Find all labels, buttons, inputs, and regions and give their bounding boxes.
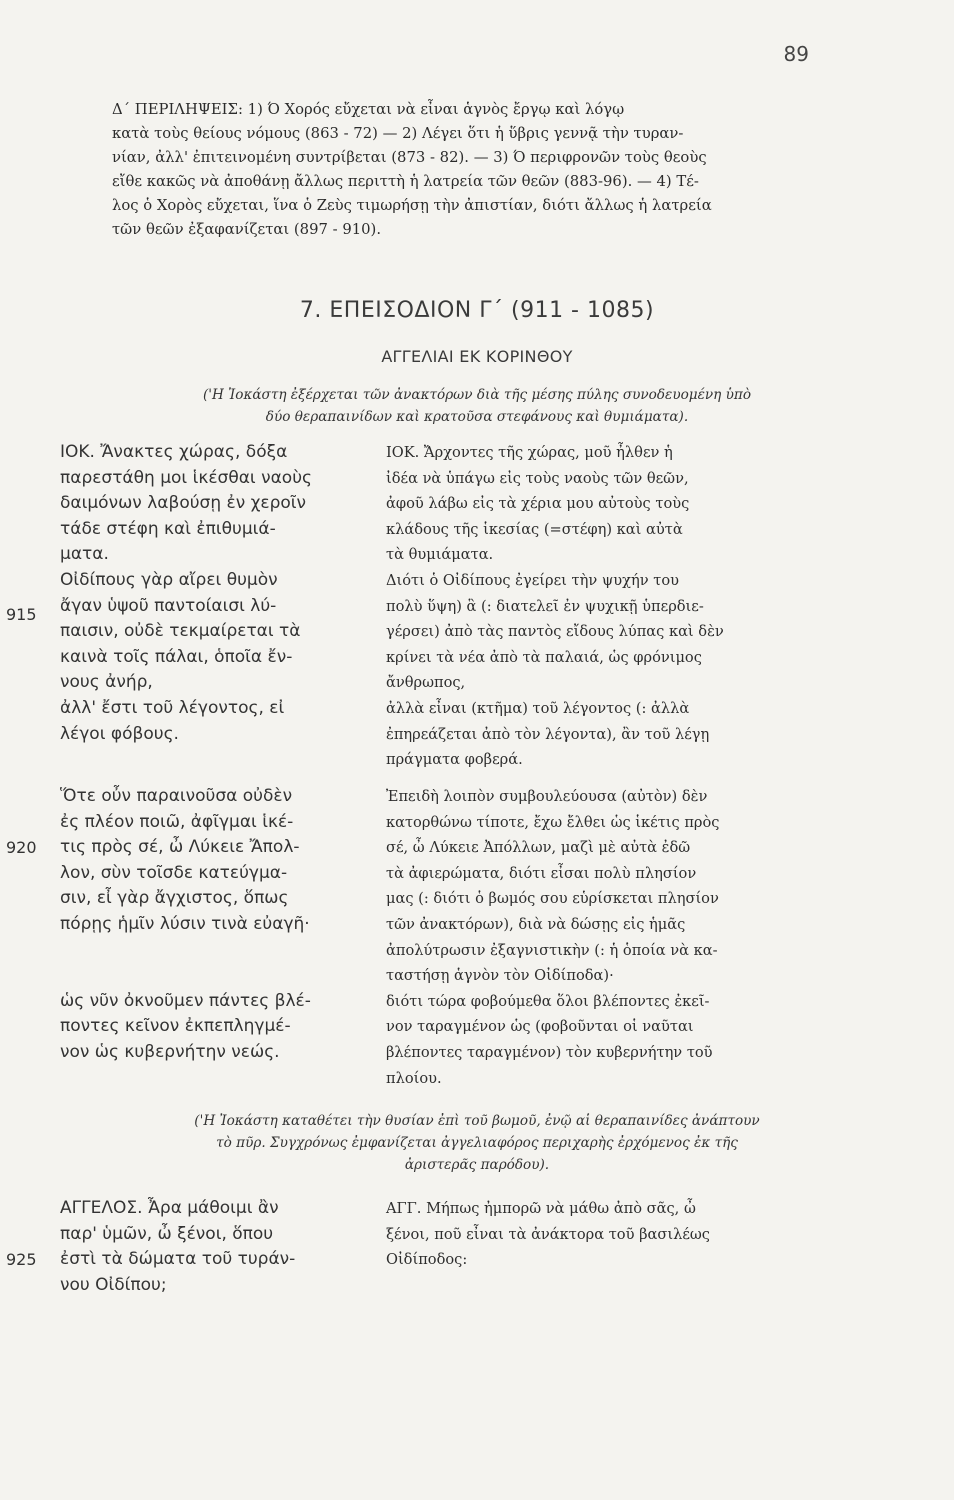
- ancient-text-column: [60, 440, 360, 747]
- ancient-line: τις πρὸς σέ, ὦ Λύκειε Ἄπολ-: [60, 837, 300, 858]
- ancient-line: τάδε στέφη καὶ ἐπιθυμιά-: [60, 518, 276, 539]
- stage-direction-line: ('Η Ἰοκάστη καταθέτει τὴν θυσίαν ἐπὶ τοῦ βωμοῦ, ἐνῷ αἱ θεραπαινίδες ἀνάπτουν: [194, 1113, 760, 1129]
- ancient-text-column: [60, 1196, 360, 1298]
- ancient-line: καινὰ τοῖς πάλαι, ὁποῖα ἔν-: [60, 646, 293, 667]
- ancient-line: ματα.: [60, 544, 109, 565]
- ancient-line: παρεστάθη μοι ἱκέσθαι ναοὺς: [60, 467, 313, 488]
- stage-direction-line: τὸ πῦρ. Συγχρόνως ἐμφανίζεται ἀγγελιαφόρος περιχαρὴς ἐρχόμενος ἐκ τῆς: [216, 1135, 738, 1151]
- translation-line: τὰ ἀφιερώματα, διότι εἶσαι πολὺ πλησίον: [386, 864, 697, 882]
- summary-paragraph: [112, 98, 842, 242]
- ancient-line: ὡς νῦν ὀκνοῦμεν πάντες βλέ-: [60, 990, 311, 1011]
- summary-line: εἴθε κακῶς νὰ ἀποθάνῃ ἄλλως περιττὴ ἡ λατρεία τῶν θεῶν (883-96). — 4) Τέ-: [112, 173, 699, 190]
- ancient-line: παισιν, οὐδὲ τεκμαίρεται τὰ: [60, 621, 301, 642]
- page-number: 89: [783, 42, 809, 66]
- translation-line: Οἰδίποδος:: [386, 1251, 468, 1269]
- ancient-line: λέγοι φόβους.: [60, 723, 179, 744]
- section-title: 7. ΕΠΕΙΣΟΔΙΟΝ Γ΄ (911 - 1085): [299, 298, 655, 323]
- translation-line: ΑΓΓ. Μήπως ἠμπορῶ νὰ μάθω ἀπὸ σᾶς, ὦ: [386, 1200, 696, 1217]
- translation-line: ταστήσῃ ἁγνὸν τὸν Οἰδίποδα)·: [386, 967, 614, 985]
- ancient-line: σιν, εἶ γὰρ ἄγχιστος, ὅπως: [60, 888, 289, 909]
- translation-line: κλάδους τῆς ἱκεσίας (=στέφη) καὶ αὐτὰ: [386, 520, 683, 538]
- ancient-text-column: [60, 784, 360, 1066]
- translation-line: ξένοι, ποῦ εἶναι τὰ ἀνάκτορα τοῦ βασιλέως: [386, 1225, 710, 1243]
- translation-line: κατορθώνω τίποτε, ἔχω ἔλθει ὡς ἱκέτις πρὸς: [386, 813, 720, 831]
- stage-direction-line: δύο θεραπαινίδων καὶ κρατοῦσα στεφάνους καὶ θυμιάματα).: [265, 409, 689, 425]
- summary-line: λος ὁ Χορὸς εὔχεται, ἵνα ὁ Ζεὺς τιμωρήσῃ τὴν ἀπιστίαν, διότι ἄλλως ἡ λατρεία: [112, 197, 712, 214]
- ancient-line: ἀλλ' ἔστι τοῦ λέγοντος, εἰ: [60, 697, 285, 718]
- translation-column: [386, 440, 826, 773]
- ancient-line: νου Οἰδίπου;: [60, 1274, 167, 1295]
- translation-column: [386, 1196, 826, 1273]
- translation-line: ΙΟΚ. Ἄρχοντες τῆς χώρας, μοῦ ἦλθεν ἡ: [386, 444, 673, 461]
- translation-line: Διότι ὁ Οἰδίπους ἐγείρει τὴν ψυχήν του: [386, 571, 679, 589]
- section-subtitle: ΑΓΓΕΛΙΑΙ ΕΚ ΚΟΡΙΝΘΟΥ: [381, 347, 573, 366]
- translation-line: ἄνθρωπος,: [386, 674, 466, 692]
- translation-line: βλέποντες ταραγμένον) τὸν κυβερνήτην τοῦ: [386, 1043, 713, 1061]
- verse-number: 915: [6, 605, 37, 624]
- ancient-line: ἄγαν ὑψοῦ παντοίαισι λύ-: [60, 595, 277, 616]
- ancient-line: παρ' ὑμῶν, ὦ ξένοι, ὅπου: [60, 1223, 274, 1244]
- translation-line: σέ, ὦ Λύκειε Ἀπόλλων, μαζὶ μὲ αὐτὰ ἐδῶ: [386, 839, 691, 857]
- translation-line: τῶν ἀνακτόρων), διὰ νὰ δώσῃς εἰς ἡμᾶς: [386, 915, 686, 933]
- translation-line: ἀλλὰ εἶναι (κτῆμα) τοῦ λέγοντος (: ἀλλὰ: [386, 699, 690, 717]
- translation-line: ἀπολύτρωσιν ἐξαγνιστικὴν (: ἡ ὁποία νὰ κα-: [386, 941, 718, 959]
- translation-line: πράγματα φοβερά.: [386, 751, 523, 769]
- summary-line: νίαν, ἀλλ' ἐπιτεινομένη συντρίβεται (873 - 82). — 3) Ό περιφρονῶν τοὺς θεοὺς: [112, 149, 707, 166]
- summary-line: Δ΄ ΠΕΡΙΛΗΨΕΙΣ: 1) Ό Χορός εὔχεται νὰ εἶναι ἁγνὸς ἔργῳ καὶ λόγῳ: [112, 101, 625, 118]
- ancient-line: ΑΓΓΕΛΟΣ. Ἆρα μάθοιμι ἂν: [60, 1198, 279, 1218]
- translation-line: πλοίου.: [386, 1069, 442, 1087]
- ancient-line: [60, 938, 360, 989]
- translation-line: τὰ θυμιάματα.: [386, 546, 494, 564]
- ancient-line: Ὅτε οὖν παραινοῦσα οὐδὲν: [60, 786, 293, 806]
- ancient-line: λον, σὺν τοῖσδε κατεύγμα-: [60, 862, 288, 883]
- translation-line: διότι τώρα φοβούμεθα ὅλοι βλέποντες ἐκεῖ-: [386, 992, 710, 1010]
- ancient-line: ἐς πλέον ποιῶ, ἀφῖγμαι ἱκέ-: [60, 811, 294, 832]
- translation-line: γέρσει) ἀπὸ τὰς παντὸς εἴδους λύπας καὶ δὲν: [386, 623, 724, 641]
- stage-direction-line: ἀριστερᾶς παρόδου).: [404, 1157, 550, 1173]
- ancient-line: νον ὡς κυβερνήτην νεώς.: [60, 1041, 280, 1062]
- summary-line: κατὰ τοὺς θείους νόμους (863 - 72) — 2) Λέγει ὅτι ἡ ὕβρις γεννᾷ τὴν τυραν-: [112, 125, 684, 142]
- translation-line: Ἐπειδὴ λοιπὸν συμβουλεύουσα (αὐτὸν) δὲν: [386, 788, 708, 805]
- translation-line: ἰδέα νὰ ὑπάγω εἰς τοὺς ναοὺς τῶν θεῶν,: [386, 469, 689, 487]
- stage-direction: [60, 1110, 894, 1176]
- translation-line: πολὺ ὕψη) ἃ (: διατελεῖ ἐν ψυχικῇ ὑπερδιε-: [386, 597, 704, 615]
- verse-number: 925: [6, 1250, 37, 1269]
- translation-line: ἐπηρεάζεται ἀπὸ τὸν λέγοντα), ἂν τοῦ λέγῃ: [386, 725, 710, 743]
- translation-line: νον ταραγμένον ὡς (φοβοῦνται οἱ ναῦται: [386, 1018, 694, 1036]
- ancient-line: ἐστὶ τὰ δώματα τοῦ τυράν-: [60, 1249, 296, 1270]
- summary-line: τῶν θεῶν ἐξαφανίζεται (897 - 910).: [112, 221, 382, 238]
- translation-line: κρίνει τὰ νέα ἀπὸ τὰ παλαιά, ὡς φρόνιμος: [386, 648, 702, 666]
- translation-column: [386, 784, 826, 1091]
- verse-number: 920: [6, 838, 37, 857]
- ancient-line: δαιμόνων λαβούσῃ ἐν χεροῖν: [60, 493, 307, 514]
- ancient-line: νους ἀνήρ,: [60, 672, 153, 693]
- ancient-line: πόρῃς ἡμῖν λύσιν τινὰ εὐαγῆ·: [60, 913, 310, 934]
- ancient-line: ποντες κεῖνον ἐκπεπληγμέ-: [60, 1016, 291, 1037]
- ancient-line: Οἰδίπους γὰρ αἴρει θυμὸν: [60, 569, 278, 590]
- ancient-line: ΙΟΚ. Ἄνακτες χώρας, δόξα: [60, 442, 288, 462]
- stage-direction: [60, 384, 894, 428]
- translation-line: ἀφοῦ λάβω εἰς τὰ χέρια μου αὐτοὺς τοὺς: [386, 495, 690, 513]
- translation-line: μας (: διότι ὁ βωμός σου εὑρίσκεται πλησίον: [386, 890, 719, 908]
- stage-direction-line: ('Η Ἰοκάστη ἐξέρχεται τῶν ἀνακτόρων διὰ τῆς μέσης πύλης συνοδευομένη ὑπὸ: [202, 387, 752, 403]
